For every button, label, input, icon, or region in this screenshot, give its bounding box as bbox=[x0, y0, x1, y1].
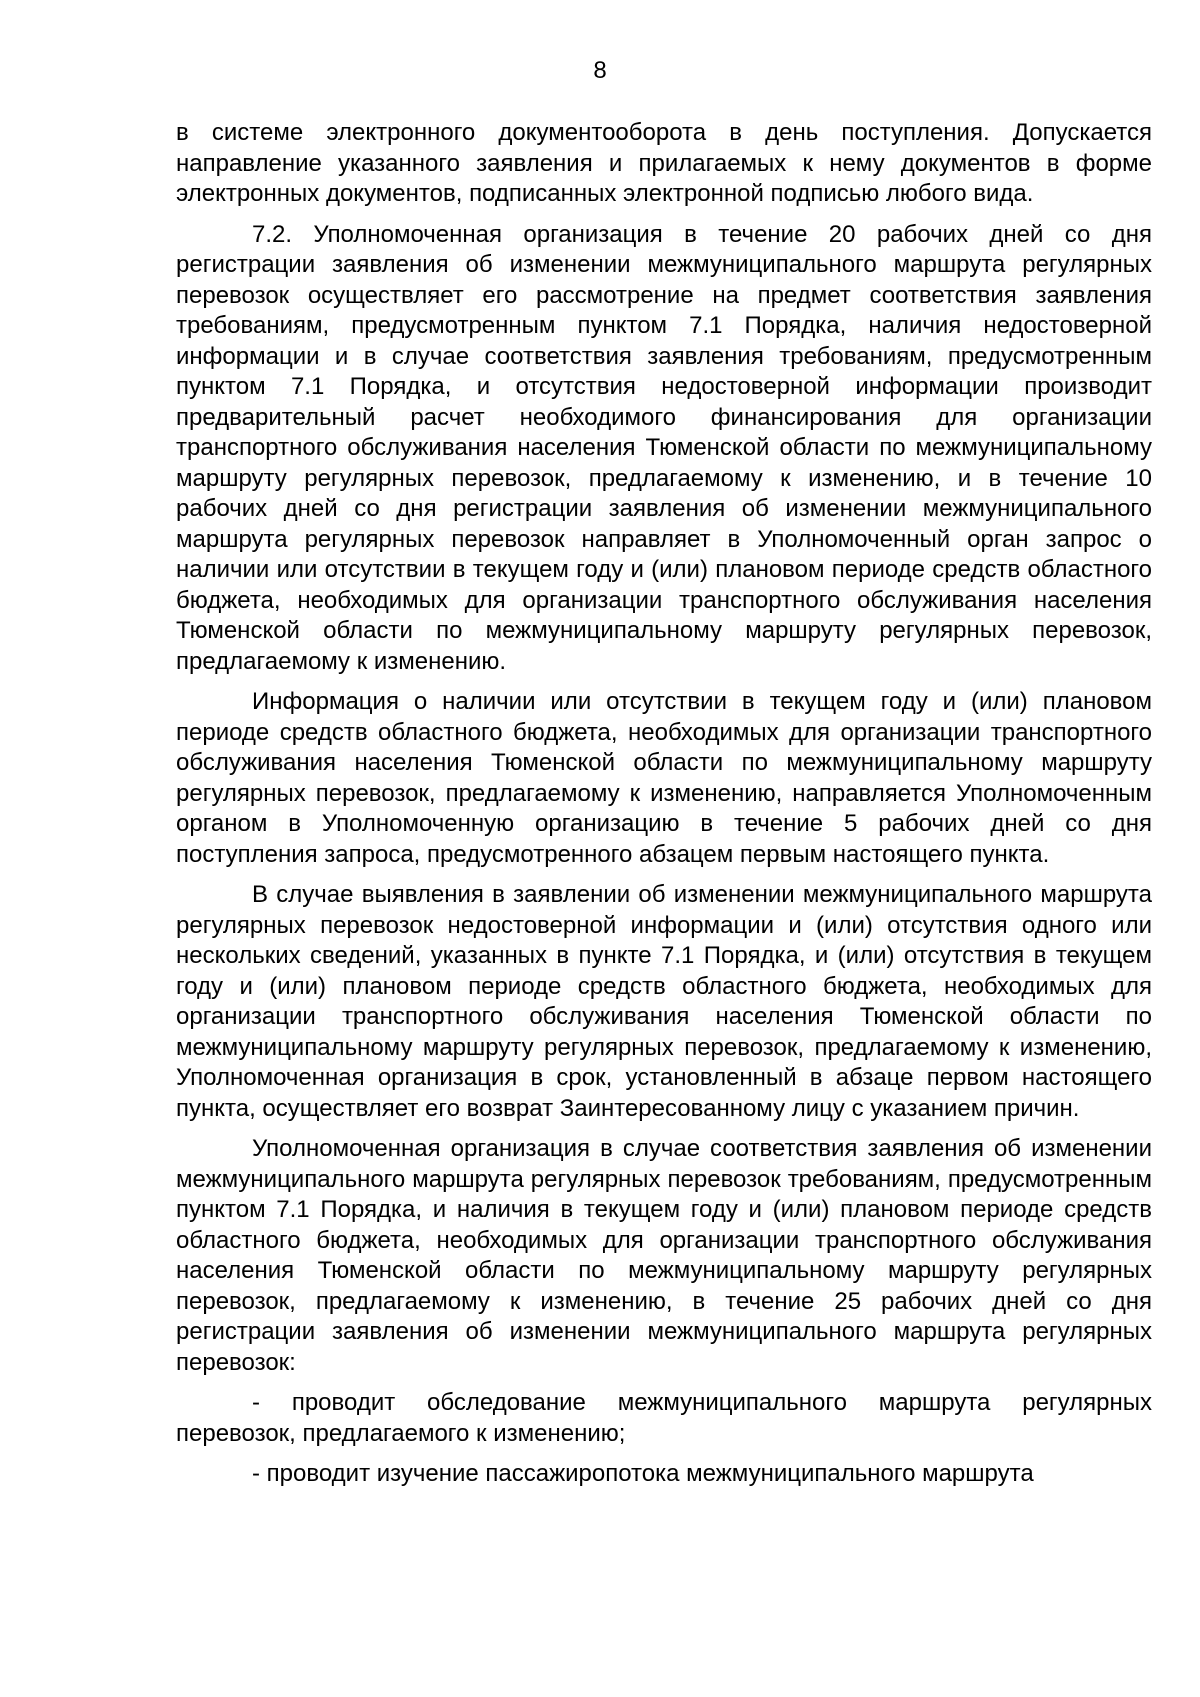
paragraph-3: Информация о наличии или отсутствии в текущем году и (или) плановом периоде средств областного бюджета, необходимых для организации транспортного обслуживания населения Тюменской области по межмуниципальному маршруту регулярных перевозок, предлагаемому к изменению, направляется Уполномоченным органом в Уполномоченную организацию в течение 5 рабочих дней со дня поступления запроса, предусмотренного абзацем первым настоящего пункта. bbox=[176, 688, 1152, 868]
paragraph-2: 7.2. Уполномоченная организация в течение 20 рабочих дней со дня регистрации заявления об изменении межмуниципального маршрута регулярных перевозок осуществляет его рассмотрение на предмет соответствия заявления требованиям, предусмотренным пунктом 7.1 Порядка, наличия недостоверной информации и в случае соответствия заявления требованиям, предусмотренным пунктом 7.1 Порядка, и отсутствия недостоверной информации производит предварительный расчет необходимого финансирования для организации транспортного обслуживания населения Тюменской области по межмуниципальному маршруту регулярных перевозок, предлагаемому к изменению, и в течение 10 рабочих дней со дня регистрации заявления об изменении межмуниципального маршрута регулярных перевозок направляет в Уполномоченный орган запрос о наличии или отсутствии в текущем году и (или) плановом периоде средств областного бюджета, необходимых для организации транспортного обслуживания населения Тюменской области по межмуниципальному маршруту регулярных перевозок, предлагаемому к изменению. bbox=[176, 220, 1152, 675]
paragraph-1: в системе электронного документооборота в день поступления. Допускается направление указанного заявления и прилагаемых к нему документов в форме электронных документов, подписанных электронной подписью любого вида. bbox=[176, 119, 1152, 207]
page-number: 8 bbox=[593, 57, 607, 84]
list-item-1: - проводит обследование межмуниципального маршрута регулярных перевозок, предлагаемого к изменению; bbox=[176, 1389, 1152, 1447]
list-item-2: - проводит изучение пассажиропотока межмуниципального маршрута bbox=[252, 1460, 1034, 1487]
paragraph-4: В случае выявления в заявлении об изменении межмуниципального маршрута регулярных перевозок недостоверной информации и (или) отсутствия одного или нескольких сведений, указанных в пункте 7.1 Порядка, и (или) отсутствия в текущем году и (или) плановом периоде средств областного бюджета, необходимых для организации транспортного обслуживания населения Тюменской области по межмуниципальному маршруту регулярных перевозок, предлагаемому к изменению, Уполномоченная организация в срок, установленный в абзаце первом настоящего пункта, осуществляет его возврат Заинтересованному лицу с указанием причин. bbox=[176, 881, 1152, 1122]
paragraph-5: Уполномоченная организация в случае соответствия заявления об изменении межмуниципального маршрута регулярных перевозок требованиям, предусмотренным пунктом 7.1 Порядка, и наличия в текущем году и (или) плановом периоде средств областного бюджета, необходимых для организации транспортного обслуживания населения Тюменской области по межмуниципальному маршруту регулярных перевозок, предлагаемому к изменению, в течение 25 рабочих дней со дня регистрации заявления об изменении межмуниципального маршрута регулярных перевозок: bbox=[176, 1135, 1152, 1376]
document-body bbox=[176, 118, 1152, 1500]
